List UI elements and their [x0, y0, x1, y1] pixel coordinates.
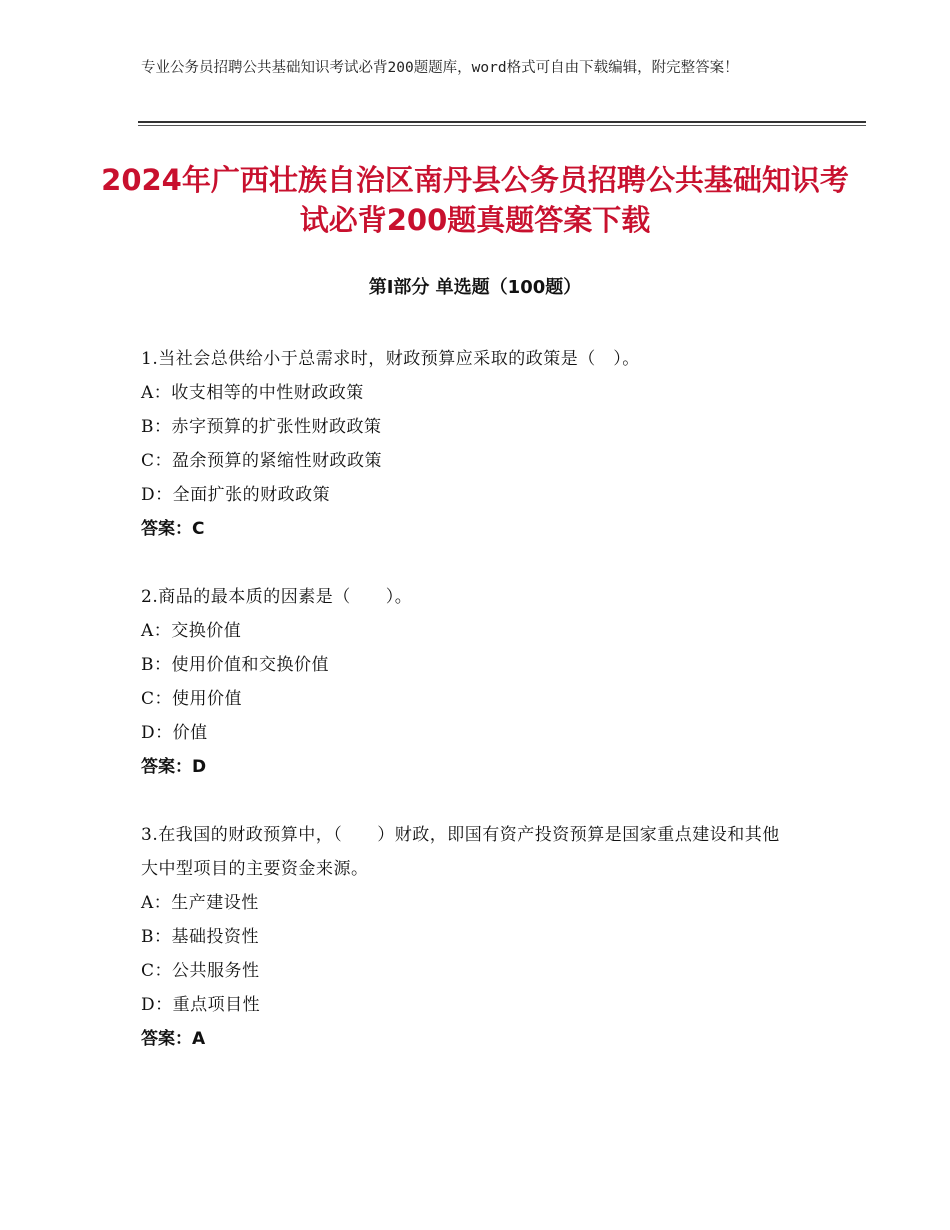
answer-line: 答案：D — [141, 757, 207, 777]
option-b: B：赤字预算的扩张性财政政策 — [141, 417, 382, 437]
option-a: A：生产建设性 — [141, 893, 259, 913]
question-stem: 1.当社会总供给小于总需求时，财政预算应采取的政策是（ ）。 — [141, 349, 640, 369]
option-d: D：重点项目性 — [141, 995, 261, 1015]
header-divider-thin — [138, 125, 866, 126]
header-note: 专业公务员招聘公共基础知识考试必背200题题库，word格式可自由下载编辑，附完整答案！ — [141, 60, 739, 76]
option-b: B：使用价值和交换价值 — [141, 655, 329, 675]
option-a: A：交换价值 — [141, 621, 242, 641]
question-stem: 2.商品的最本质的因素是（ ）。 — [141, 587, 413, 607]
question-stem: 3.在我国的财政预算中，（ ）财政，即国有资产投资预算是国家重点建设和其他大中型项目的主要资金来源。 — [141, 825, 780, 879]
answer-line: 答案：A — [141, 1029, 206, 1049]
section-heading: 第Ⅰ部分 单选题（100题） — [368, 277, 582, 298]
option-a: A：收支相等的中性财政政策 — [141, 383, 364, 403]
option-d: D：全面扩张的财政政策 — [141, 485, 331, 505]
header-divider-thick — [138, 121, 866, 123]
option-b: B：基础投资性 — [141, 927, 259, 947]
document-title: 2024年广西壮族自治区南丹县公务员招聘公共基础知识考试必背200题真题答案下载 — [101, 163, 849, 237]
answer-line: 答案：C — [141, 519, 205, 539]
option-d: D：价值 — [141, 723, 208, 743]
option-c: C：公共服务性 — [141, 961, 260, 981]
question-3 — [141, 818, 796, 1056]
option-c: C：使用价值 — [141, 689, 243, 709]
option-c: C：盈余预算的紧缩性财政政策 — [141, 451, 383, 471]
question-2 — [141, 580, 821, 784]
question-1 — [141, 342, 821, 546]
